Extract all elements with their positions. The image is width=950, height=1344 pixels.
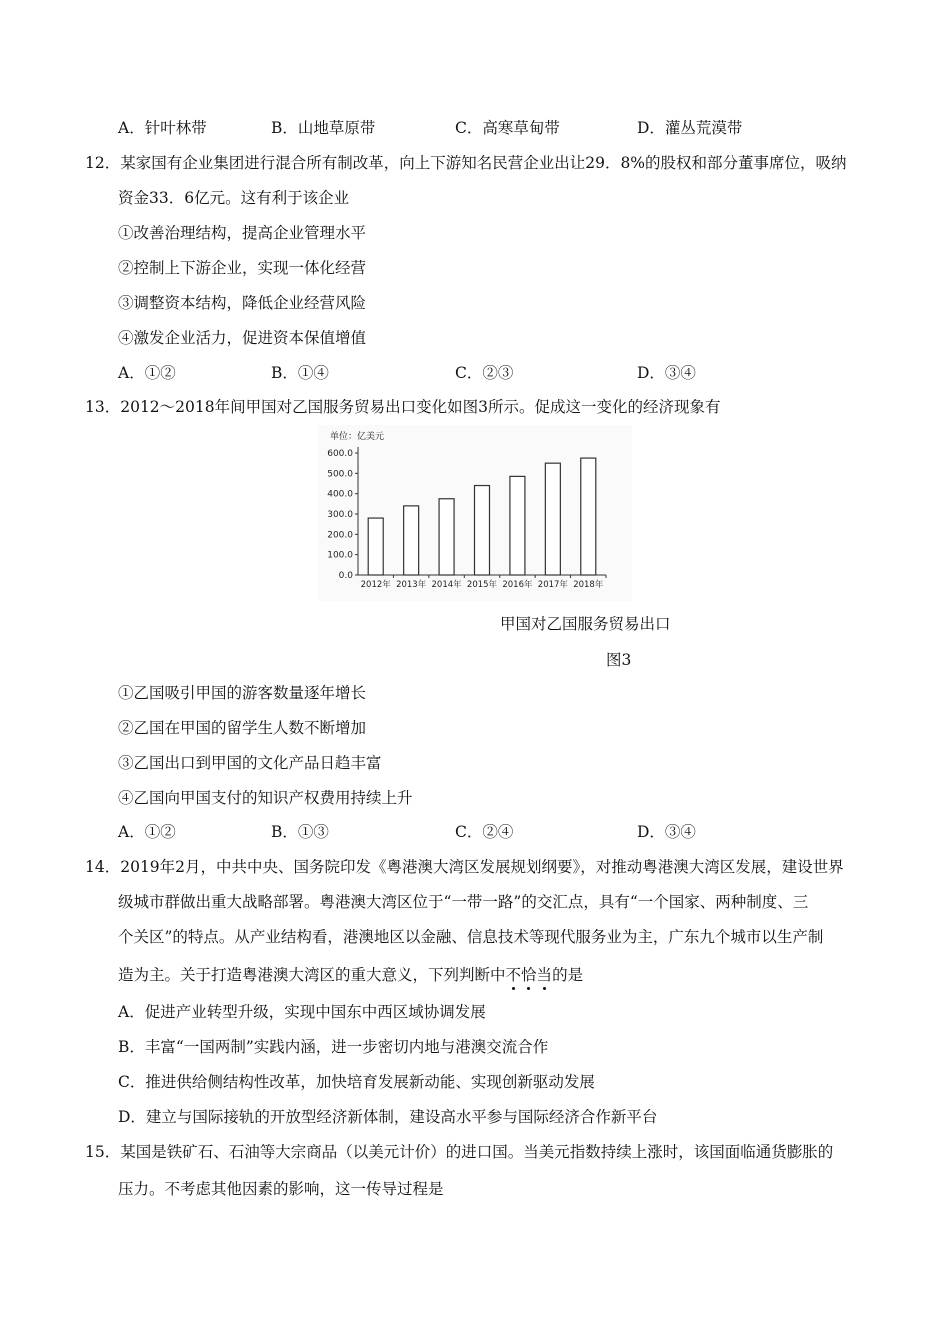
q14-stem-line3: 个关区”的特点。从产业结构看，港澳地区以金融、信息技术等现代服务业为主，广东九个城市以生产制 bbox=[118, 928, 824, 946]
q14-option-b: B．丰富“一国两制”实践内涵，进一步密切内地与港澳交流合作 bbox=[118, 1038, 549, 1056]
q13-stem: 13．2012～2018年间甲国对乙国服务贸易出口变化如图3所示。促成这一变化的经济现象有 bbox=[85, 398, 721, 416]
y-tick-label: 600.0 bbox=[327, 449, 353, 459]
q14-stem-line4 bbox=[118, 965, 583, 985]
figure-label: 图3 bbox=[606, 651, 632, 669]
chart-unit-label: 单位：亿美元 bbox=[330, 432, 385, 442]
q14-emphasis-1: 不 bbox=[505, 966, 522, 984]
q13-item-2: ②乙国在甲国的留学生人数不断增加 bbox=[118, 719, 367, 737]
y-tick-label: 100.0 bbox=[327, 550, 353, 561]
y-tick-label: 0.0 bbox=[338, 571, 353, 581]
q14-emphasis-2: 恰 bbox=[521, 966, 537, 984]
q14-option-c: C．推进供给侧结构性改革，加快培育发展新动能、实现创新驱动发展 bbox=[118, 1073, 595, 1091]
bar bbox=[581, 458, 596, 575]
q13-option-b: B．①③ bbox=[271, 823, 329, 841]
q14-stem-line2: 级城市群做出重大战略部署。粤港澳大湾区位于“一带一路”的交汇点，具有“一个国家、两种制度、三 bbox=[118, 893, 809, 911]
q12-item-3: ③调整资本结构，降低企业经营风险 bbox=[118, 294, 367, 312]
bar-chart bbox=[318, 425, 632, 601]
bar bbox=[368, 518, 383, 575]
y-tick-label: 200.0 bbox=[327, 530, 353, 541]
q12-option-c: C．②③ bbox=[455, 364, 514, 382]
q12-option-d: D．③④ bbox=[637, 364, 696, 382]
q12-item-4: ④激发企业活力，促进资本保值增值 bbox=[118, 329, 367, 347]
bar bbox=[475, 486, 490, 575]
x-tick-label: 2017年 bbox=[537, 580, 568, 590]
x-tick-label: 2014年 bbox=[431, 580, 462, 590]
q11-option-a: A．针叶林带 bbox=[118, 119, 207, 137]
x-tick-label: 2015年 bbox=[466, 580, 498, 590]
q12-item-1: ①改善治理结构，提高企业管理水平 bbox=[118, 224, 367, 242]
bar bbox=[439, 499, 454, 575]
q14-stem-line1: 14．2019年2月，中共中央、国务院印发《粤港澳大湾区发展规划纲要》，对推动粤港澳大湾区发展，建设世界 bbox=[85, 858, 844, 876]
q13-option-a: A．①② bbox=[118, 823, 176, 841]
x-tick-label: 2016年 bbox=[502, 580, 533, 590]
q12-option-a: A．①② bbox=[118, 364, 176, 382]
y-tick-label: 400.0 bbox=[327, 489, 353, 500]
bar bbox=[545, 463, 560, 575]
q13-item-3: ③乙国出口到甲国的文化产品日趋丰富 bbox=[118, 754, 382, 772]
q14-stem-line4-post: 的是 bbox=[552, 966, 584, 984]
q13-option-c: C．②④ bbox=[455, 823, 514, 841]
q12-item-2: ②控制上下游企业，实现一体化经营 bbox=[118, 259, 367, 277]
q14-emphasis-3: 当 bbox=[536, 966, 553, 984]
q12-stem-line2: 资金33．6亿元。这有利于该企业 bbox=[118, 189, 350, 207]
q11-option-d: D．灌丛荒漠带 bbox=[637, 119, 743, 137]
q12-stem-line1: 12．某家国有企业集团进行混合所有制改革，向上下游知名民营企业出让29．8%的股权和部分董事席位，吸纳 bbox=[85, 154, 847, 172]
q11-option-c: C．高寒草甸带 bbox=[455, 119, 560, 137]
y-tick-label: 500.0 bbox=[327, 469, 353, 480]
q13-item-1: ①乙国吸引甲国的游客数量逐年增长 bbox=[118, 684, 367, 702]
q14-option-a: A．促进产业转型升级，实现中国东中西区域协调发展 bbox=[118, 1003, 486, 1021]
q14-option-d: D．建立与国际接轨的开放型经济新体制，建设高水平参与国际经济合作新平台 bbox=[118, 1108, 658, 1126]
y-tick-label: 300.0 bbox=[327, 510, 353, 520]
figure-caption: 甲国对乙国服务贸易出口 bbox=[500, 615, 671, 633]
q13-item-4: ④乙国向甲国支付的知识产权费用持续上升 bbox=[118, 789, 413, 807]
x-tick-label: 2018年 bbox=[573, 580, 604, 590]
q14-stem-line4-pre: 造为主。关于打造粤港澳大湾区的重大意义，下列判断中 bbox=[118, 966, 506, 984]
q15-stem-line2: 压力。不考虑其他因素的影响，这一传导过程是 bbox=[118, 1180, 444, 1198]
x-tick-label: 2012年 bbox=[360, 580, 391, 590]
q13-option-d: D．③④ bbox=[637, 823, 696, 841]
x-tick-label: 2013年 bbox=[396, 580, 427, 590]
q11-option-b: B．山地草原带 bbox=[271, 119, 376, 137]
bar bbox=[404, 506, 419, 575]
q12-option-b: B．①④ bbox=[271, 364, 329, 382]
q15-stem-line1: 15．某国是铁矿石、石油等大宗商品（以美元计价）的进口国。当美元指数持续上涨时，该国面临通货膨胀的 bbox=[85, 1143, 834, 1161]
bar bbox=[510, 476, 525, 575]
